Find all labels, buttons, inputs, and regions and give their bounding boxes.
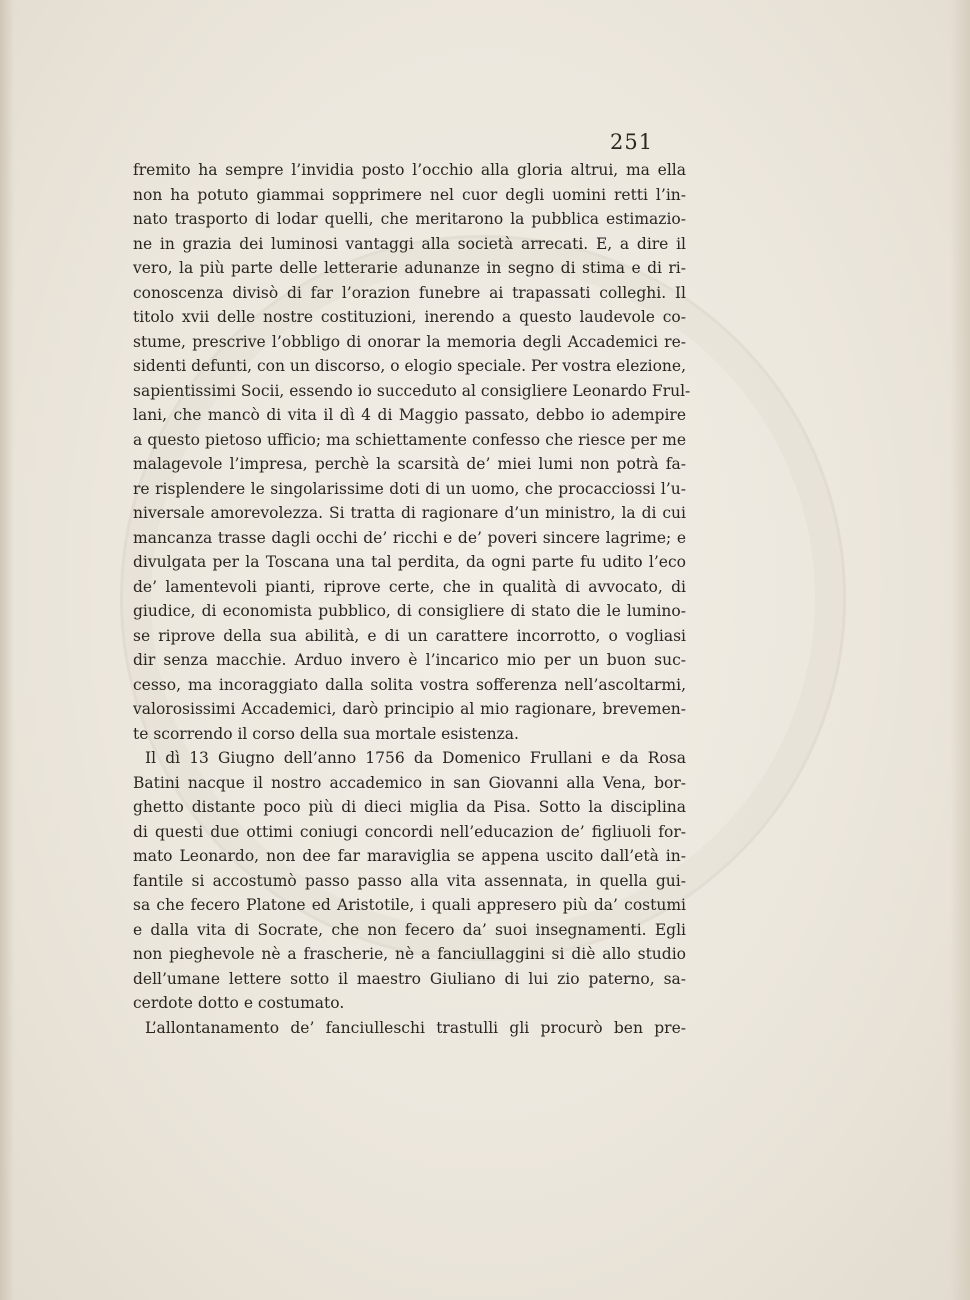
text-line: te scorrendo il corso della sua mortale esistenza. [133,724,519,743]
text-line: non pieghevole nè a frascherie, nè a fanciullaggini si diè allo studio [133,945,686,963]
body-text [133,158,691,1040]
text-line: titolo xvii delle nostre costituzioni, inerendo a questo laudevole co- [133,308,686,326]
text-line: fantile si accostumò passo passo alla vita assennata, in quella gui- [133,871,686,890]
text-line: lani, che mancò di vita il dì 4 di Maggio passato, debbo io adempire [133,406,686,424]
text-line: Il dì 13 Giugno dell’anno 1756 da Domenico Frullani e da Rosa [145,749,686,767]
text-line: di questi due ottimi coniugi concordi nell’educazion de’ figliuoli for- [133,822,686,841]
text-line: vero, la più parte delle letterarie adunanze in segno di stima e di ri- [133,259,686,277]
text-line: de’ lamentevoli pianti, riprove certe, che in qualità di avvocato, di [133,577,686,596]
text-line: sapientissimi Socii, essendo io succeduto al consigliere Leonardo Frul- [133,381,691,400]
text-line: L’allontanamento de’ fanciulleschi trastulli gli procurò ben pre- [145,1018,686,1037]
text-line: ghetto distante poco più di dieci miglia da Pisa. Sotto la disciplina [133,798,686,816]
text-line: e dalla vita di Socrate, che non fecero da’ suoi insegnamenti. Egli [133,920,686,939]
text-line: ne in grazia dei luminosi vantaggi alla società arrecati. E, a dire il [133,234,686,253]
text-line: re risplendere le singolarissime doti di un uomo, che procacciossi l’u- [133,479,686,498]
text-line: Batini nacque il nostro accademico in san Giovanni alla Vena, bor- [133,773,686,792]
text-line: cerdote dotto e costumato. [133,994,345,1012]
text-line: sidenti defunti, con un discorso, o elogio speciale. Per vostra elezione, [133,357,686,375]
text-line: dell’umane lettere sotto il maestro Giuliano di lui zio paterno, sa- [133,969,686,988]
text-line: a questo pietoso ufficio; ma schiettamente confesso che riesce per me [133,430,686,449]
text-line: se riprove della sua abilità, e di un carattere incorrotto, o vogliasi [133,626,686,645]
page-number: 251 [610,130,654,154]
text-line: malagevole l’impresa, perchè la scarsità de’ miei lumi non potrà fa- [133,455,686,473]
page-edge-right [950,0,970,1300]
text-line: niversale amorevolezza. Si tratta di ragionare d’un ministro, la di cui [133,504,686,522]
text-line: cesso, ma incoraggiato dalla solita vostra sofferenza nell’ascoltarmi, [133,675,686,694]
text-line: valorosissimi Accademici, darò principio al mio ragionare, brevemen- [133,700,686,718]
text-line: nato trasporto di lodar quelli, che meritarono la pubblica estimazio- [133,210,686,228]
text-line: non ha potuto giammai sopprimere nel cuor degli uomini retti l’in- [133,185,686,204]
text-line: giudice, di economista pubblico, di consigliere di stato die le lumino- [133,602,686,620]
text-line: mato Leonardo, non dee far maraviglia se appena uscito dall’età in- [133,847,686,865]
text-line: sa che fecero Platone ed Aristotile, i quali appresero più da’ costumi [133,896,686,914]
text-line: stume, prescrive l’obbligo di onorar la memoria degli Accademici re- [133,332,686,351]
text-line: fremito ha sempre l’invidia posto l’occhio alla gloria altrui, ma ella [133,161,686,179]
text-line: conoscenza divisò di far l’orazion funebre ai trapassati colleghi. Il [133,283,686,302]
page-edge-left [0,0,14,1300]
text-line: divulgata per la Toscana una tal perdita, da ogni parte fu udito l’eco [133,553,686,571]
text-line: dir senza macchie. Arduo invero è l’incarico mio per un buon suc- [133,651,686,669]
text-line: mancanza trasse dagli occhi de’ ricchi e de’ poveri sincere lagrime; e [133,528,686,547]
